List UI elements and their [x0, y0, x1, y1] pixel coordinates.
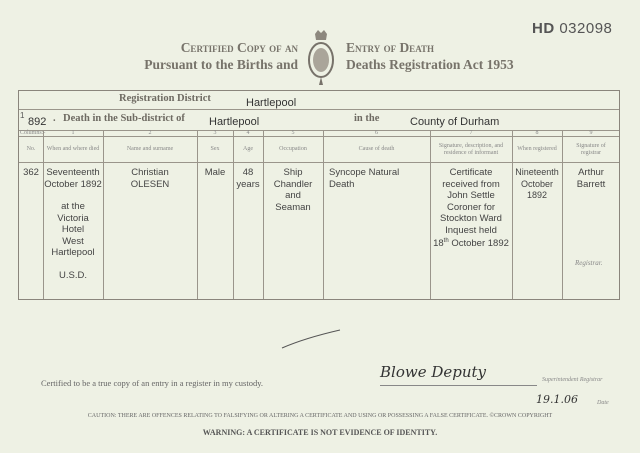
year-value: 892	[28, 116, 47, 128]
inquest-month-year: October 1892	[448, 238, 509, 250]
column-header-occupation: Occupation	[279, 146, 307, 152]
column-header-cause: Cause of death	[358, 146, 395, 152]
serial-number: 032098	[559, 20, 613, 37]
royal-crest-icon	[306, 30, 336, 88]
column-number: 1	[71, 130, 75, 136]
caution-notice: CAUTION: THERE ARE OFFENCES RELATING TO FALSIFYING OR ALTERING A CERTIFICATE AND USING OR POSSESSING A FALSE CERTIFICATE. ©CROWN COPYRIGHT	[87, 413, 553, 419]
column-number: 3	[213, 130, 217, 136]
heading-left-line1: Certified Copy of an	[180, 40, 298, 55]
entry-when-registered: Nineteenth October 1892	[515, 167, 559, 200]
column-header-informant: Signature, description, and residence of informant	[438, 142, 504, 156]
column-number: 4	[246, 130, 250, 136]
column-header-age: Age	[243, 146, 253, 152]
registrar-label: Registrar.	[575, 259, 603, 267]
subdistrict-label: Death in the Sub-district of	[63, 113, 185, 124]
year-prefix: 1	[20, 111, 25, 120]
column-header-name: Name and surname	[126, 146, 174, 152]
pen-stroke-mark	[280, 328, 342, 350]
district-label: Registration District	[119, 93, 211, 104]
county-value: County of Durham	[410, 116, 500, 128]
heading-left	[120, 39, 298, 73]
column-header-registered: When registered	[517, 146, 557, 152]
year-dot: .	[53, 113, 56, 124]
entry-date-of-death: Seventeenth October 1892	[44, 167, 102, 190]
certification-date: 19.1.06	[536, 393, 578, 406]
column-number: 8	[535, 130, 539, 136]
subdistrict-value: Hartlepool	[209, 116, 260, 128]
column-header-sex: Sex	[210, 146, 220, 152]
entry-informant-text: Certificate received from John Settle Coroner for Stockton Ward Inquest held	[440, 167, 502, 236]
column-number: 6	[375, 130, 378, 136]
date-label: Date	[597, 400, 609, 406]
certificate-serial	[532, 20, 612, 37]
serial-prefix: HD	[532, 20, 555, 37]
heading-right-line2: Deaths Registration Act 1953	[346, 57, 514, 72]
column-number: 5	[291, 130, 295, 136]
entry-when-where	[43, 167, 103, 281]
column-header-when-where: When and where died	[46, 146, 100, 152]
district-value: Hartlepool	[246, 97, 297, 109]
heading-right-line1: Entry of Death	[346, 40, 435, 55]
entry-registrar: Arthur Barrett	[576, 167, 606, 190]
column-number: 9	[589, 130, 593, 136]
entry-number: 362	[23, 167, 39, 178]
in-the-label: in the	[354, 113, 380, 124]
certified-statement: Certified to be a true copy of an entry in a register in my custody.	[41, 378, 264, 388]
death-entry-table	[18, 90, 620, 300]
columns-label: Columns:-	[20, 130, 46, 136]
entry-age: 48 years	[236, 167, 260, 190]
superintendent-registrar-label: Superintendent Registrar	[542, 377, 603, 383]
column-header-no: No.	[26, 146, 36, 152]
inquest-day-suffix: th	[443, 238, 449, 244]
inquest-day: 18	[433, 238, 444, 250]
column-number: 7	[469, 130, 473, 136]
signature-line	[380, 363, 537, 386]
column-header-registrar: Signature of registrar	[576, 142, 606, 156]
entry-place-of-death: at the Victoria Hotel West Hartlepool	[51, 201, 95, 258]
entry-name: Christian OLESEN	[130, 167, 170, 190]
entry-inquest-date	[433, 236, 509, 250]
heading-right	[346, 39, 514, 73]
heading-left-line2: Pursuant to the Births and	[144, 57, 298, 72]
entry-sex: Male	[204, 167, 226, 178]
entry-cause-of-death: Syncope Natural Death	[329, 167, 400, 190]
entry-occupation: Ship Chandler and Seaman	[273, 167, 313, 213]
identity-warning: WARNING: A CERTIFICATE IS NOT EVIDENCE OF IDENTITY.	[202, 428, 438, 437]
registrar-signature: Blowe Deputy	[380, 363, 487, 381]
entry-usd: U.S.D.	[59, 269, 87, 281]
column-number: 2	[148, 130, 152, 136]
entry-informant	[430, 167, 512, 250]
